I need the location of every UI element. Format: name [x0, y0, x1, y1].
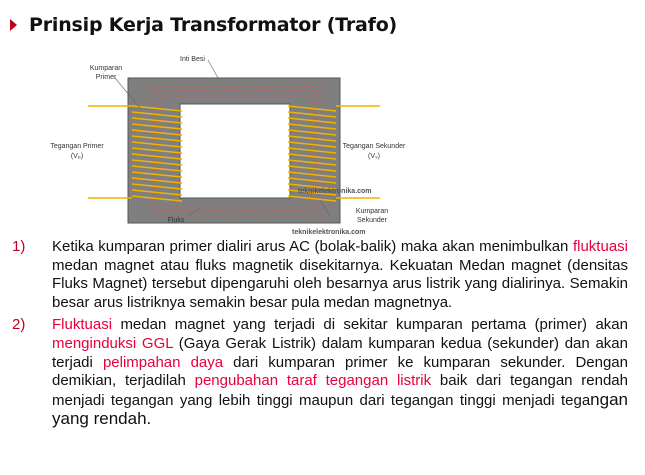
- highlight-segment: Fluktuasi: [52, 316, 113, 334]
- leader-inti-besi: [208, 60, 218, 78]
- watermark-bottom: teknikelektronika.com: [292, 229, 366, 236]
- text-segment: (Gaya Gerak Listrik) dalam kumparan kedua (sekunder) dan akan terjadi: [52, 334, 628, 371]
- list-number: 1): [12, 238, 26, 255]
- transformer-diagram: [40, 48, 440, 238]
- label-kumparan-primer-2: Primer: [95, 74, 117, 81]
- list-number: 2): [12, 316, 26, 334]
- bullet-arrow-icon: [10, 19, 17, 31]
- list-text: [52, 238, 628, 312]
- label-tegangan-primer-2: (Vₚ): [70, 153, 84, 160]
- label-kumparan-primer-1: Kumparan: [89, 65, 123, 72]
- text-segment: Ketika kumparan primer dialiri arus AC (bolak-balik) maka akan menimbulkan: [52, 238, 573, 255]
- text-segment: medan magnet yang terjadi di sekitar kumparan pertama (primer) akan: [112, 316, 628, 334]
- list-item-1: [12, 238, 628, 312]
- highlight-segment: fluktuasi: [572, 238, 628, 255]
- list-item-2: [12, 316, 628, 430]
- list-text: [52, 316, 628, 430]
- highlight-segment: pengubahan taraf tegangan listrik: [194, 372, 432, 390]
- core-window: [180, 104, 290, 198]
- slide-title-row: [10, 14, 397, 36]
- text-segment-large: ngan yang rendah.: [52, 389, 628, 429]
- text-segment: dari kumparan primer ke kumparan sekunder. Dengan demikian, terjadilah: [52, 353, 628, 390]
- label-tegangan-sekunder-1: Tegangan Sekunder: [342, 143, 406, 150]
- label-inti-besi: Inti Besi: [180, 56, 205, 63]
- slide-title: Prinsip Kerja Transformator (Trafo): [29, 14, 398, 36]
- label-fluks: Fluks: [167, 217, 185, 224]
- explanation-list: [12, 238, 628, 434]
- watermark-inner: teknikelektronika.com: [298, 188, 372, 195]
- highlight-segment: menginduksi GGL: [52, 334, 174, 352]
- label-tegangan-primer-1: Tegangan Primer: [50, 143, 104, 150]
- highlight-segment: pelimpahan daya: [102, 353, 224, 371]
- text-segment: baik dari tegangan rendah menjadi tegangan yang lebih tinggi maupun dari tegangan tinggi menjadi tega: [52, 372, 628, 409]
- text-segment: medan magnet atau fluks magnetik disekitarnya. Kekuatan Medan magnet (densitas Fluks Magnet) tersebut dipengaruhi oleh besarnya arus listrik yang dialirinya. Semakin besar arus listriknya semakin besar pula medan magnetnya.: [52, 256, 628, 311]
- transformer-diagram-svg: [40, 48, 440, 238]
- label-tegangan-sekunder-2: (Vₛ): [368, 153, 380, 160]
- label-kumparan-sekunder-1: Kumparan: [355, 208, 389, 215]
- label-kumparan-sekunder-2: Sekunder: [357, 217, 387, 224]
